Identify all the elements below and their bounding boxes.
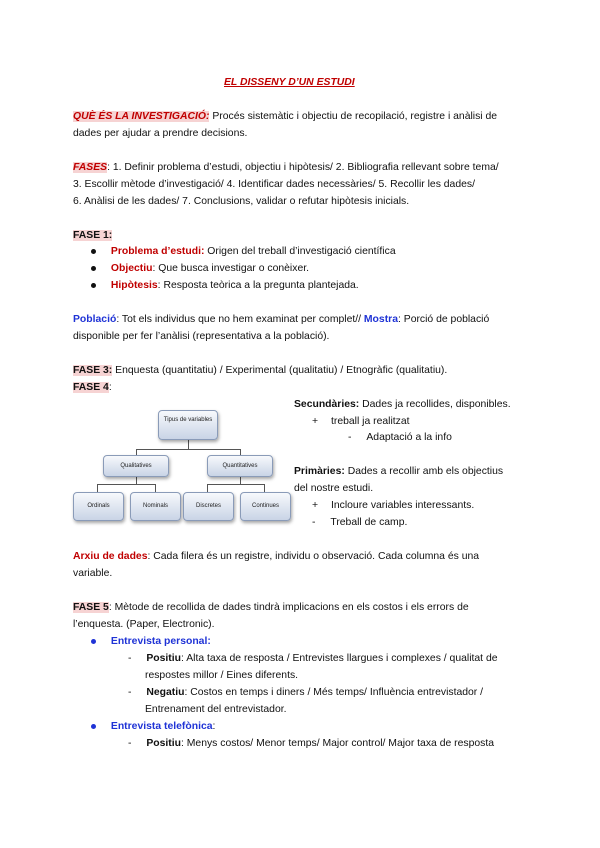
connector [97, 484, 98, 492]
poblacio-text: : Tot els individus que no hem examinat per complet// [116, 314, 364, 325]
fase1-label: FASE 1: [73, 230, 113, 241]
dash-marker: - [128, 653, 132, 664]
personal-positiu-line2: respostes millor / Eines diferents. [145, 670, 299, 681]
secundaries-sub2-text: Adaptació a la info [366, 432, 452, 443]
que-es-text: Procés sistemàtic i objectiu de recopilació, registre i anàlisi de [209, 111, 498, 122]
dash-marker: - [128, 687, 132, 698]
diagram-node-nominals: Nominals [130, 492, 181, 521]
primaries-sub2 [312, 517, 407, 528]
personal-positiu [128, 652, 498, 666]
mostra-label: Mostra [363, 314, 398, 325]
fase1-item-text: Origen del treball d’investigació científica [204, 246, 396, 257]
primaries-line2: del nostre estudi. [294, 483, 374, 494]
secundaries-label: Secundàries: [294, 399, 360, 410]
fase1-item [91, 279, 359, 293]
diagram-node-continues: Continues [240, 492, 291, 521]
secundaries-sub1 [312, 416, 410, 427]
poblacio-line2: disponible per fer l’anàlisi (representativa a la població). [73, 331, 330, 342]
telefonica-colon: : [212, 721, 216, 732]
negatiu-text: : Costos en temps i diners / Més temps/ Influència entrevistador / [184, 687, 484, 698]
connector [97, 484, 156, 485]
primaries-text: Dades a recollir amb els objectius [344, 466, 504, 477]
fase1-heading [73, 229, 112, 243]
primaries-sub1-text: Incloure variables interessants. [330, 500, 475, 511]
secundaries-sub1-text: treball ja realitzat [330, 416, 410, 427]
fase1-item-text: : Resposta teòrica a la pregunta plantejada. [157, 280, 359, 291]
connector [264, 484, 265, 492]
fases-text: : 1. Definir problema d’estudi, objectiu i hipòtesis/ 2. Bibliografia rellevant sobre tema/ [107, 162, 499, 173]
connector [207, 484, 265, 485]
fases-label: FASES [73, 162, 108, 173]
diagram-node-discretes: Discretes [183, 492, 234, 521]
diagram-node-ordinals: Ordinals [73, 492, 124, 521]
entrevista-telefonica-label: Entrevista telefònica [110, 721, 213, 732]
fase4-heading [73, 381, 112, 395]
dash-marker: - [348, 432, 352, 443]
fase5-line1 [73, 601, 469, 615]
telefonica-positiu [128, 737, 494, 751]
fase1-item-term: Problema d’estudi: [110, 246, 205, 257]
poblacio-line1 [73, 313, 489, 327]
fase3-text: Enquesta (quantitatiu) / Experimental (qualitatiu) / Etnogràfic (qualitatiu). [112, 365, 448, 376]
fase4-label: FASE 4 [73, 382, 109, 393]
arxiu-line1 [73, 550, 479, 564]
fases-line3: 6. Anàlisi de les dades/ 7. Conclusions, validar o refutar hipòtesis inicials. [73, 196, 410, 207]
primaries-sub2-text: Treball de camp. [330, 517, 408, 528]
plus-marker: + [312, 500, 319, 511]
fase1-item-text: : Que busca investigar o conèixer. [152, 263, 309, 274]
mostra-text: : Porció de població [397, 314, 490, 325]
arxiu-text: : Cada filera és un registre, individu o observació. Cada columna és una [147, 551, 480, 562]
personal-negatiu [128, 686, 483, 700]
fase1-item-term: Objectiu [110, 263, 153, 274]
primaries-line1 [294, 466, 503, 477]
fases-line2: 3. Escollir mètode d’investigació/ 4. Identificar dades necessàries/ 5. Recollir les dades/ [73, 179, 475, 190]
bullet-icon [91, 249, 96, 254]
diagram-node-quantitatives: Quantitatives [207, 455, 273, 477]
personal-negatiu-line2: Entrenament del entrevistador. [145, 704, 287, 715]
arxiu-line2: variable. [73, 568, 113, 579]
positiu-text: : Menys costos/ Menor temps/ Major control/ Major taxa de resposta [181, 738, 494, 749]
connector [136, 449, 241, 450]
connector [188, 440, 189, 449]
entrevista-telefonica-item [91, 720, 215, 734]
bullet-icon [91, 283, 96, 288]
fase3-line [73, 364, 447, 378]
poblacio-label: Població [73, 314, 117, 325]
bullet-icon [91, 724, 96, 729]
que-es-label: QUÈ ÉS LA INVESTIGACIÓ: [73, 111, 210, 122]
positiu-label: Positiu [146, 738, 181, 749]
entrevista-personal-item [91, 635, 211, 649]
bullet-icon [91, 639, 96, 644]
fase1-item-term: Hipòtesis [110, 280, 158, 291]
secundaries-line [294, 399, 511, 410]
positiu-label: Positiu [146, 653, 181, 664]
diagram-root-node: Tipus de variables [158, 410, 218, 440]
secundaries-text: Dades ja recollides, disponibles. [359, 399, 511, 410]
fase3-label: FASE 3: [73, 365, 113, 376]
que-es-line1 [73, 110, 497, 124]
connector [155, 484, 156, 492]
secundaries-sub2 [348, 432, 452, 443]
negatiu-label: Negatiu [146, 687, 185, 698]
primaries-sub1 [312, 500, 474, 511]
entrevista-personal-label: Entrevista personal: [110, 636, 211, 647]
positiu-text: : Alta taxa de resposta / Entrevistes llargues i complexes / qualitat de [181, 653, 498, 664]
fase5-label: FASE 5 [73, 602, 109, 613]
primaries-label: Primàries: [294, 466, 345, 477]
arxiu-label: Arxiu de dades [73, 551, 148, 562]
fase4-colon: : [108, 382, 112, 393]
bullet-icon [91, 266, 96, 271]
fase5-line2: l’enquesta. (Paper, Electronic). [73, 619, 215, 630]
page-title: EL DISSENY D’UN ESTUDI [224, 77, 355, 88]
connector [207, 484, 208, 492]
plus-marker: + [312, 416, 319, 427]
dash-marker: - [128, 738, 132, 749]
diagram-node-qualitatives: Qualitatives [103, 455, 169, 477]
que-es-line2: dades per ajudar a prendre decisions. [73, 128, 248, 139]
dash-marker: - [312, 517, 316, 528]
fase1-item [91, 262, 309, 276]
fase5-text: : Mètode de recollida de dades tindrà implicacions en els costos i els errors de [108, 602, 469, 613]
fase1-item [91, 245, 396, 259]
fases-line1 [73, 161, 499, 175]
